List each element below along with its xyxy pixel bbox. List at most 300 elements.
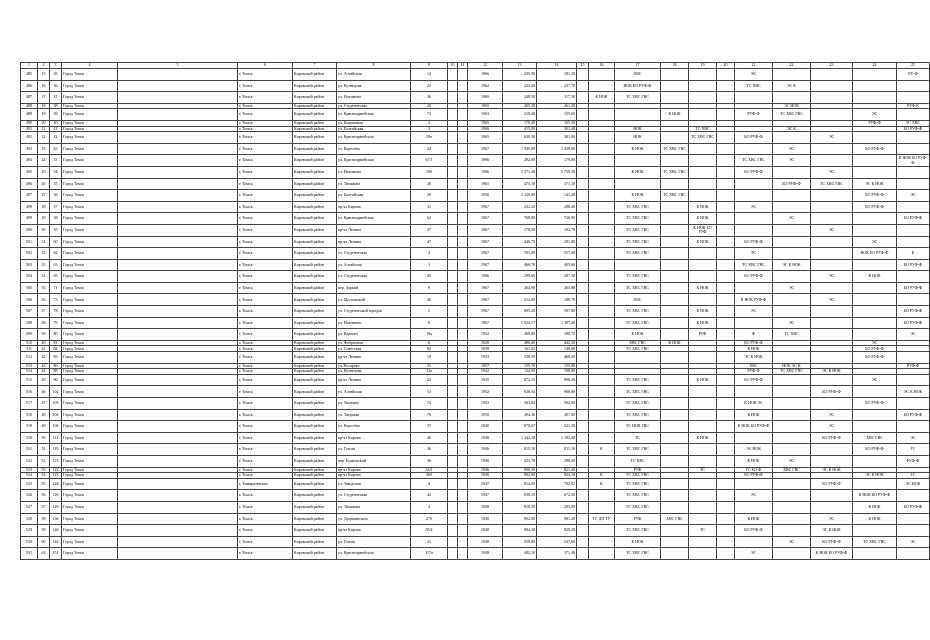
table-cell: 20: [411, 103, 448, 109]
column-header: 23: [811, 63, 853, 69]
table-cell: Город Томск: [62, 317, 118, 329]
table-cell: Кировский район: [293, 155, 337, 167]
table-cell: [118, 109, 238, 121]
table-cell: [661, 69, 689, 81]
table-cell: Кировский район: [293, 363, 337, 369]
table-cell: пр-кт Ленина: [337, 224, 411, 236]
table-cell: 205,50: [503, 103, 537, 109]
table-cell: РУФ: [689, 329, 717, 341]
table-cell: 558,80: [503, 536, 537, 548]
table-row: [21, 282, 930, 294]
table-cell: г. Томск: [238, 178, 293, 190]
table-cell: К НОК: [853, 501, 897, 513]
column-header: 2: [38, 63, 50, 69]
table-cell: [773, 478, 811, 490]
table-row: [21, 155, 930, 167]
table-cell: [118, 282, 238, 294]
table-cell: [118, 213, 238, 225]
table-cell: [577, 213, 589, 225]
table-cell: 39: [38, 329, 50, 341]
table-cell: [448, 548, 458, 560]
table-cell: [577, 306, 589, 318]
table-cell: 511: [21, 346, 38, 352]
table-cell: [773, 92, 811, 104]
table-cell: К НОК: [689, 306, 717, 318]
table-cell: ЭС: [897, 329, 930, 341]
table-cell: 58: [50, 213, 62, 225]
table-cell: [118, 329, 238, 341]
table-cell: ТС ХВС ГВС: [615, 548, 661, 560]
table-cell: ЭС: [811, 294, 853, 306]
table-cell: г. Томск: [238, 282, 293, 294]
table-row: [21, 329, 930, 341]
table-cell: 56: [50, 190, 62, 202]
table-cell: Город Томск: [62, 369, 118, 375]
table-cell: 142: [50, 536, 62, 548]
table-cell: 57: [50, 201, 62, 213]
table-cell: ЭС К НОК: [897, 386, 930, 398]
table-cell: 22: [38, 132, 50, 144]
table-cell: [661, 236, 689, 248]
table-cell: 503: [21, 259, 38, 271]
column-header: 12: [468, 63, 503, 69]
table-cell: 902,00: [503, 473, 537, 479]
table-cell: г. Томск: [238, 317, 293, 329]
table-cell: ТС ХВС ГВС: [615, 236, 661, 248]
table-cell: ЭС: [897, 190, 930, 202]
table-row: [21, 132, 930, 144]
table-cell: К: [589, 473, 615, 479]
table-cell: 1 397,20: [537, 317, 577, 329]
table-cell: 21: [38, 126, 50, 132]
table-cell: Город Томск: [62, 490, 118, 502]
table-cell: ЭС: [811, 513, 853, 525]
column-header: 18: [661, 63, 689, 69]
table-cell: 15: [38, 69, 50, 81]
table-cell: [577, 271, 589, 283]
table-cell: [448, 444, 458, 456]
table-cell: 49: [38, 421, 50, 433]
housing-register-table: [20, 62, 930, 560]
table-cell: Город Томск: [62, 473, 118, 479]
table-cell: 29а: [411, 132, 448, 144]
table-cell: [689, 80, 717, 92]
table-cell: [717, 236, 735, 248]
table-cell: 884,30: [503, 525, 537, 537]
table-cell: 824,10: [537, 473, 577, 479]
table-cell: 46: [411, 294, 448, 306]
table-cell: 86: [50, 363, 62, 369]
table-cell: ТС ХВС ГВС: [689, 132, 717, 144]
column-header: 16: [589, 63, 615, 69]
table-cell: 526: [21, 490, 38, 502]
table-cell: 528: [21, 513, 38, 525]
table-cell: БО РУФ-Ф: [853, 190, 897, 202]
table-cell: [589, 525, 615, 537]
table-cell: 509: [21, 329, 38, 341]
table-cell: [661, 329, 689, 341]
table-cell: РУФ-Ф: [897, 363, 930, 369]
table-row: [21, 213, 930, 225]
table-cell: ул. Карпова: [337, 329, 411, 341]
table-cell: [897, 548, 930, 560]
table-cell: 124: [50, 478, 62, 490]
table-cell: 62: [411, 213, 448, 225]
table-cell: ЭС: [735, 490, 773, 502]
table-row: [21, 501, 930, 513]
table-cell: [853, 386, 897, 398]
table-cell: ул. Нахимова: [337, 166, 411, 178]
table-cell: [689, 190, 717, 202]
column-header: 21: [735, 63, 773, 69]
table-cell: 1940: [468, 432, 503, 444]
table-cell: [118, 444, 238, 456]
table-cell: БО РУФ-Ф: [735, 132, 773, 144]
table-cell: 6: [411, 340, 448, 346]
table-cell: 1967: [468, 248, 503, 260]
table-cell: [458, 213, 468, 225]
table-cell: [458, 409, 468, 421]
table-cell: 14: [411, 69, 448, 81]
table-cell: [458, 109, 468, 121]
table-cell: К НОК: [689, 432, 717, 444]
table-cell: [689, 143, 717, 155]
table-cell: 20: [411, 178, 448, 190]
table-cell: 38: [50, 103, 62, 109]
table-cell: [811, 201, 853, 213]
table-cell: [811, 213, 853, 225]
table-cell: К НОК: [589, 92, 615, 104]
table-cell: 9: [411, 282, 448, 294]
table-cell: Город Томск: [62, 548, 118, 560]
table-cell: 248,50: [503, 92, 537, 104]
table-cell: Ф: [735, 329, 773, 341]
table-cell: [577, 455, 589, 467]
table-cell: [589, 294, 615, 306]
table-cell: [577, 259, 589, 271]
table-cell: К НОК: [615, 536, 661, 548]
table-cell: 45: [411, 271, 448, 283]
table-row: [21, 455, 930, 467]
table-cell: Кировский район: [293, 294, 337, 306]
table-cell: Кировский район: [293, 248, 337, 260]
table-cell: ЭС: [853, 236, 897, 248]
table-cell: ТС ХВС ГВС: [615, 490, 661, 502]
table-cell: 292,00: [503, 155, 537, 167]
table-cell: пер. Буяновский: [337, 455, 411, 467]
table-cell: БО РУФ-Ф: [811, 536, 853, 548]
table-cell: Кировский район: [293, 259, 337, 271]
table-cell: Кировский район: [293, 317, 337, 329]
table-cell: 28: [38, 201, 50, 213]
table-cell: ХВС ГВС: [853, 432, 897, 444]
table-cell: 59: [38, 525, 50, 537]
table-cell: [717, 143, 735, 155]
table-cell: [897, 201, 930, 213]
table-cell: г. Томск: [238, 132, 293, 144]
table-cell: [853, 80, 897, 92]
table-cell: 407,00: [537, 409, 577, 421]
table-cell: 126: [50, 490, 62, 502]
table-cell: [615, 178, 661, 190]
table-cell: Кировский район: [293, 271, 337, 283]
table-cell: [853, 213, 897, 225]
table-cell: 42: [38, 352, 50, 364]
table-cell: 1967: [468, 224, 503, 236]
table-row: [21, 201, 930, 213]
table-cell: Город Томск: [62, 166, 118, 178]
table-cell: [735, 386, 773, 398]
table-cell: ул. Студенческая: [337, 248, 411, 260]
table-cell: г. Томск: [238, 248, 293, 260]
table-cell: [689, 386, 717, 398]
table-cell: [661, 490, 689, 502]
table-cell: г. Томск: [238, 213, 293, 225]
table-cell: ТС ХВС ГВС: [661, 190, 689, 202]
table-cell: 29: [38, 213, 50, 225]
table-cell: 124,00: [503, 369, 537, 375]
table-cell: [853, 92, 897, 104]
table-cell: [811, 490, 853, 502]
table-cell: 630,30: [503, 132, 537, 144]
table-cell: БО РУФ-Ф: [897, 126, 930, 132]
table-cell: [897, 294, 930, 306]
table-cell: Кировский район: [293, 201, 337, 213]
table-cell: [735, 536, 773, 548]
table-cell: БО РУФ-Ф: [897, 501, 930, 513]
table-cell: 140: [50, 525, 62, 537]
table-cell: [897, 513, 930, 525]
table-cell: 498: [21, 201, 38, 213]
table-cell: [118, 386, 238, 398]
table-cell: 165,30: [537, 120, 577, 126]
table-cell: [448, 398, 458, 410]
table-cell: Город Томск: [62, 259, 118, 271]
table-cell: [589, 132, 615, 144]
table-cell: пер. Зоркий: [337, 282, 411, 294]
table-cell: ЭС: [811, 271, 853, 283]
table-cell: 504,00: [537, 398, 577, 410]
table-cell: [577, 398, 589, 410]
table-cell: 1948: [468, 513, 503, 525]
table-cell: ТС ХВС ГВС: [773, 109, 811, 121]
table-cell: 495: [21, 166, 38, 178]
table-cell: ТС ХВС ГВС: [735, 259, 773, 271]
table-cell: 1948: [468, 548, 503, 560]
table-cell: Кировский район: [293, 473, 337, 479]
table-cell: БО РУФ-Ф: [811, 386, 853, 398]
table-cell: [577, 224, 589, 236]
table-cell: 180,70: [537, 294, 577, 306]
table-cell: 405,60: [537, 259, 577, 271]
table-cell: [735, 224, 773, 236]
table-cell: 493: [21, 143, 38, 155]
table-cell: К: [589, 444, 615, 456]
table-cell: [661, 80, 689, 92]
table-cell: [577, 386, 589, 398]
table-cell: Город Томск: [62, 69, 118, 81]
table-cell: [458, 282, 468, 294]
table-cell: [448, 178, 458, 190]
table-row: [21, 374, 930, 386]
table-cell: ТС ХВС: [689, 126, 717, 132]
table-cell: Кировский район: [293, 421, 337, 433]
table-cell: [448, 213, 458, 225]
table-cell: 140,00: [537, 346, 577, 352]
table-cell: ул. Фабричная: [337, 340, 411, 346]
table-cell: БО РУФ-Ф: [811, 478, 853, 490]
table-cell: г. Томск: [238, 306, 293, 318]
table-cell: [458, 525, 468, 537]
table-cell: [448, 109, 458, 121]
table-cell: г. Томск: [238, 109, 293, 121]
table-cell: [589, 248, 615, 260]
table-cell: 890,30: [503, 467, 537, 473]
table-cell: Город Томск: [62, 178, 118, 190]
table-cell: 155,90: [537, 363, 577, 369]
table-cell: [735, 92, 773, 104]
table-cell: [458, 421, 468, 433]
table-cell: 106: [50, 421, 62, 433]
table-cell: ЭС: [811, 409, 853, 421]
table-cell: ул. Студенческая: [337, 103, 411, 109]
table-cell: Город Томск: [62, 126, 118, 132]
table-cell: ТС ХВС ГВС: [615, 501, 661, 513]
table-cell: 522: [21, 455, 38, 467]
table-cell: [448, 143, 458, 155]
table-cell: 1965: [468, 120, 503, 126]
table-cell: РУФ: [615, 467, 661, 473]
table-cell: ТС ХВС ГВС: [661, 143, 689, 155]
table-cell: [118, 374, 238, 386]
column-header: 22: [773, 63, 811, 69]
table-cell: Кировский район: [293, 69, 337, 81]
table-cell: [811, 109, 853, 121]
table-cell: [458, 224, 468, 236]
table-cell: Город Томск: [62, 143, 118, 155]
table-cell: [577, 190, 589, 202]
column-header: 15: [577, 63, 589, 69]
table-cell: К НОК: [735, 409, 773, 421]
table-cell: Город Томск: [62, 80, 118, 92]
table-cell: [589, 432, 615, 444]
table-cell: [717, 409, 735, 421]
table-cell: 268,80: [503, 329, 537, 341]
table-cell: [717, 248, 735, 260]
table-cell: Город Томск: [62, 201, 118, 213]
table-cell: [811, 444, 853, 456]
table-cell: ТС ХВС ГВС: [735, 155, 773, 167]
table-cell: ул. Красноармейская: [337, 213, 411, 225]
table-cell: ЭС: [853, 109, 897, 121]
table-cell: [773, 271, 811, 283]
table-cell: Город Томск: [62, 432, 118, 444]
table-cell: ЭС: [853, 340, 897, 346]
table-cell: ЭС: [773, 213, 811, 225]
table-cell: [853, 409, 897, 421]
table-cell: 371,10: [537, 178, 577, 190]
table-cell: 22: [411, 80, 448, 92]
table-cell: БО РУФ-Ф: [853, 143, 897, 155]
table-cell: 500: [21, 224, 38, 236]
table-cell: 67/1: [411, 155, 448, 167]
table-cell: 1946: [468, 473, 503, 479]
table-cell: [589, 178, 615, 190]
table-cell: [448, 409, 458, 421]
table-cell: [717, 478, 735, 490]
table-cell: 520: [21, 432, 38, 444]
table-cell: 4: [411, 248, 448, 260]
table-cell: РУ-Ф: [897, 69, 930, 81]
table-cell: [717, 432, 735, 444]
table-row: [21, 224, 930, 236]
table-cell: [448, 317, 458, 329]
table-cell: [897, 92, 930, 104]
table-cell: [577, 109, 589, 121]
table-row: [21, 306, 930, 318]
table-cell: ГС: [897, 473, 930, 479]
table-cell: 1966: [468, 126, 503, 132]
table-cell: г. Томск: [238, 455, 293, 467]
table-cell: [661, 548, 689, 560]
table-cell: Кировский район: [293, 103, 337, 109]
table-cell: г. Томск: [238, 103, 293, 109]
table-cell: [717, 329, 735, 341]
table-cell: [458, 190, 468, 202]
table-cell: 473,10: [503, 178, 537, 190]
table-cell: [448, 306, 458, 318]
table-cell: ТС ХВС ГВС: [615, 473, 661, 479]
table-cell: 18: [38, 103, 50, 109]
table-cell: 32: [38, 248, 50, 260]
table-cell: ГС БО-Ф: [735, 467, 773, 473]
table-cell: 41: [50, 126, 62, 132]
table-cell: 261,20: [537, 103, 577, 109]
table-cell: г. Томск: [238, 259, 293, 271]
table-cell: ул. Тверская: [337, 409, 411, 421]
table-cell: ЭС: [773, 155, 811, 167]
table-cell: [589, 143, 615, 155]
table-cell: 36: [411, 92, 448, 104]
table-cell: К НОК БО РУФ-Ф: [735, 421, 773, 433]
table-cell: Кировский район: [293, 340, 337, 346]
table-cell: 151: [50, 548, 62, 560]
table-cell: [589, 69, 615, 81]
table-cell: [118, 306, 238, 318]
table-cell: ЭС: [811, 166, 853, 178]
table-cell: [689, 166, 717, 178]
table-cell: К НОК: [689, 213, 717, 225]
table-cell: 3: [411, 259, 448, 271]
table-cell: г. Томск: [238, 444, 293, 456]
table-cell: [589, 306, 615, 318]
table-cell: ТС ХВС ГВС: [615, 224, 661, 236]
table-cell: 702,82: [537, 478, 577, 490]
table-cell: ул. Алтайская: [337, 259, 411, 271]
table-cell: [717, 501, 735, 513]
table-cell: [577, 80, 589, 92]
table-cell: [853, 329, 897, 341]
table-cell: [458, 386, 468, 398]
table-cell: 1947: [468, 478, 503, 490]
table-cell: ул. Алтайская: [337, 386, 411, 398]
table-cell: 117,30: [537, 92, 577, 104]
table-cell: К НОК: [689, 374, 717, 386]
table-cell: ТС ХВС ГВС: [811, 178, 853, 190]
table-row: [21, 352, 930, 364]
table-cell: [717, 109, 735, 121]
table-cell: 23: [38, 143, 50, 155]
